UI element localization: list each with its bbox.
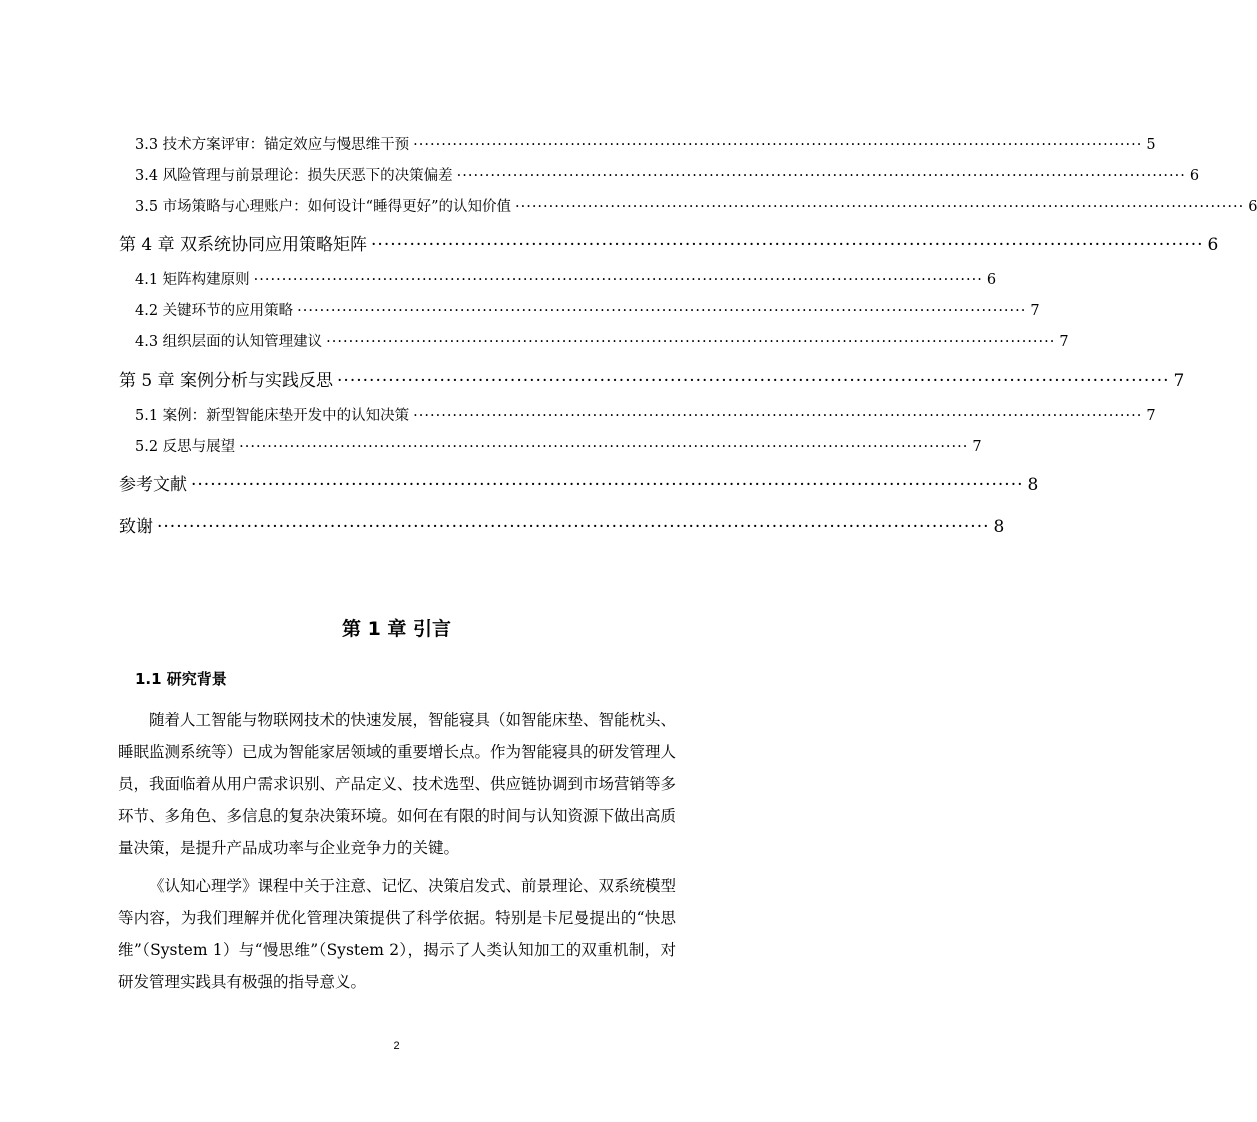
chapter-title: 第 1 章 引言 — [341, 618, 452, 640]
toc-leader-dots: ·································································································································· — [337, 371, 1170, 391]
toc-entry[interactable] — [119, 366, 1185, 391]
toc-leader-dots: ·································································································································· — [157, 517, 990, 537]
toc-entry-page: 7 — [1173, 371, 1185, 391]
toc-entry-page: 7 — [1146, 408, 1156, 424]
section-title: 1.1 研究背景 — [135, 670, 227, 688]
toc-leader-dots: ·································································································································· — [371, 235, 1204, 255]
toc-entry-title: 4.3 组织层面的认知管理建议 — [135, 334, 323, 350]
toc-leader-dots: ·································································································································· — [239, 439, 969, 455]
page-number: 2 — [393, 1040, 400, 1052]
toc-entry[interactable] — [119, 512, 1005, 537]
toc-entry[interactable] — [135, 435, 982, 456]
body-paragraph: 随着人工智能与物联网技术的快速发展，智能寝具（如智能床垫、智能枕头、睡眠监测系统等）已成为智能家居领域的重要增长点。作为智能寝具的研发管理人员，我面临着从用户需求识别、产品定义、技术选型、供应链协调到市场营销等多环节、多角色、多信息的复杂决策环境。如何在有限的时间与认知资源下做出高质量决策，是提升产品成功率与企业竞争力的关键。 — [118, 711, 677, 857]
toc-leader-dots: ·································································································································· — [413, 137, 1143, 153]
toc-leader-dots: ·································································································································· — [413, 408, 1143, 424]
toc-entry-page: 7 — [1030, 303, 1040, 319]
toc-entry-page: 8 — [1027, 475, 1039, 495]
toc-entry-page: 6 — [986, 272, 997, 288]
toc-entry-page: 6 — [1207, 235, 1219, 255]
toc-entry-page: 6 — [1248, 199, 1257, 215]
body-paragraph: 《认知心理学》课程中关于注意、记忆、决策启发式、前景理论、双系统模型等内容，为我们理解并优化管理决策提供了科学依据。特别是卡尼曼提出的“快思维”（System 1）与“慢思维”（System 2），揭示了人类认知加工的双重机制，对研发管理实践具有极强的指导意义。 — [118, 877, 677, 991]
toc-entry-page: 5 — [1146, 137, 1156, 153]
toc-entry-title: 参考文献 — [119, 475, 187, 495]
toc-entry-title: 3.3 技术方案评审：锚定效应与慢思维干预 — [135, 137, 410, 153]
toc-entry-title: 第 5 章 案例分析与实践反思 — [119, 371, 334, 391]
toc-leader-dots: ·································································································································· — [253, 272, 983, 288]
toc-leader-dots: ·································································································································· — [326, 334, 1056, 350]
toc-entry-title: 第 4 章 双系统协同应用策略矩阵 — [119, 235, 368, 255]
toc-leader-dots: ·································································································································· — [456, 168, 1186, 184]
toc-entry[interactable] — [135, 299, 1040, 320]
toc-entry-page: 8 — [993, 517, 1005, 537]
toc-entry-title: 致谢 — [119, 517, 153, 537]
toc-entry-page: 6 — [1189, 168, 1200, 184]
toc-entry[interactable] — [119, 470, 1039, 495]
toc-entry[interactable] — [119, 230, 1219, 255]
toc-entry-title: 5.2 反思与展望 — [135, 439, 236, 455]
toc-entry[interactable] — [135, 133, 1156, 154]
toc-entry-title: 3.5 市场策略与心理账户：如何设计“睡得更好”的认知价值 — [135, 199, 511, 215]
toc-entry-title: 3.4 风险管理与前景理论：损失厌恶下的决策偏差 — [135, 168, 453, 184]
toc-entry[interactable] — [135, 268, 997, 289]
toc-leader-dots: ·································································································································· — [191, 475, 1024, 495]
toc-entry-title: 5.1 案例：新型智能床垫开发中的认知决策 — [135, 408, 410, 424]
toc-entry[interactable] — [135, 330, 1069, 351]
toc-entry-page: 7 — [972, 439, 982, 455]
toc-leader-dots: ·································································································································· — [297, 303, 1027, 319]
toc-entry-title: 4.2 关键环节的应用策略 — [135, 303, 294, 319]
toc-entry-page: 7 — [1059, 334, 1069, 350]
toc-entry-title: 4.1 矩阵构建原则 — [135, 272, 250, 288]
toc-entry[interactable] — [135, 195, 1257, 216]
toc-entry[interactable] — [135, 404, 1156, 425]
toc-leader-dots: ·································································································································· — [515, 199, 1245, 215]
toc-entry[interactable] — [135, 164, 1200, 185]
